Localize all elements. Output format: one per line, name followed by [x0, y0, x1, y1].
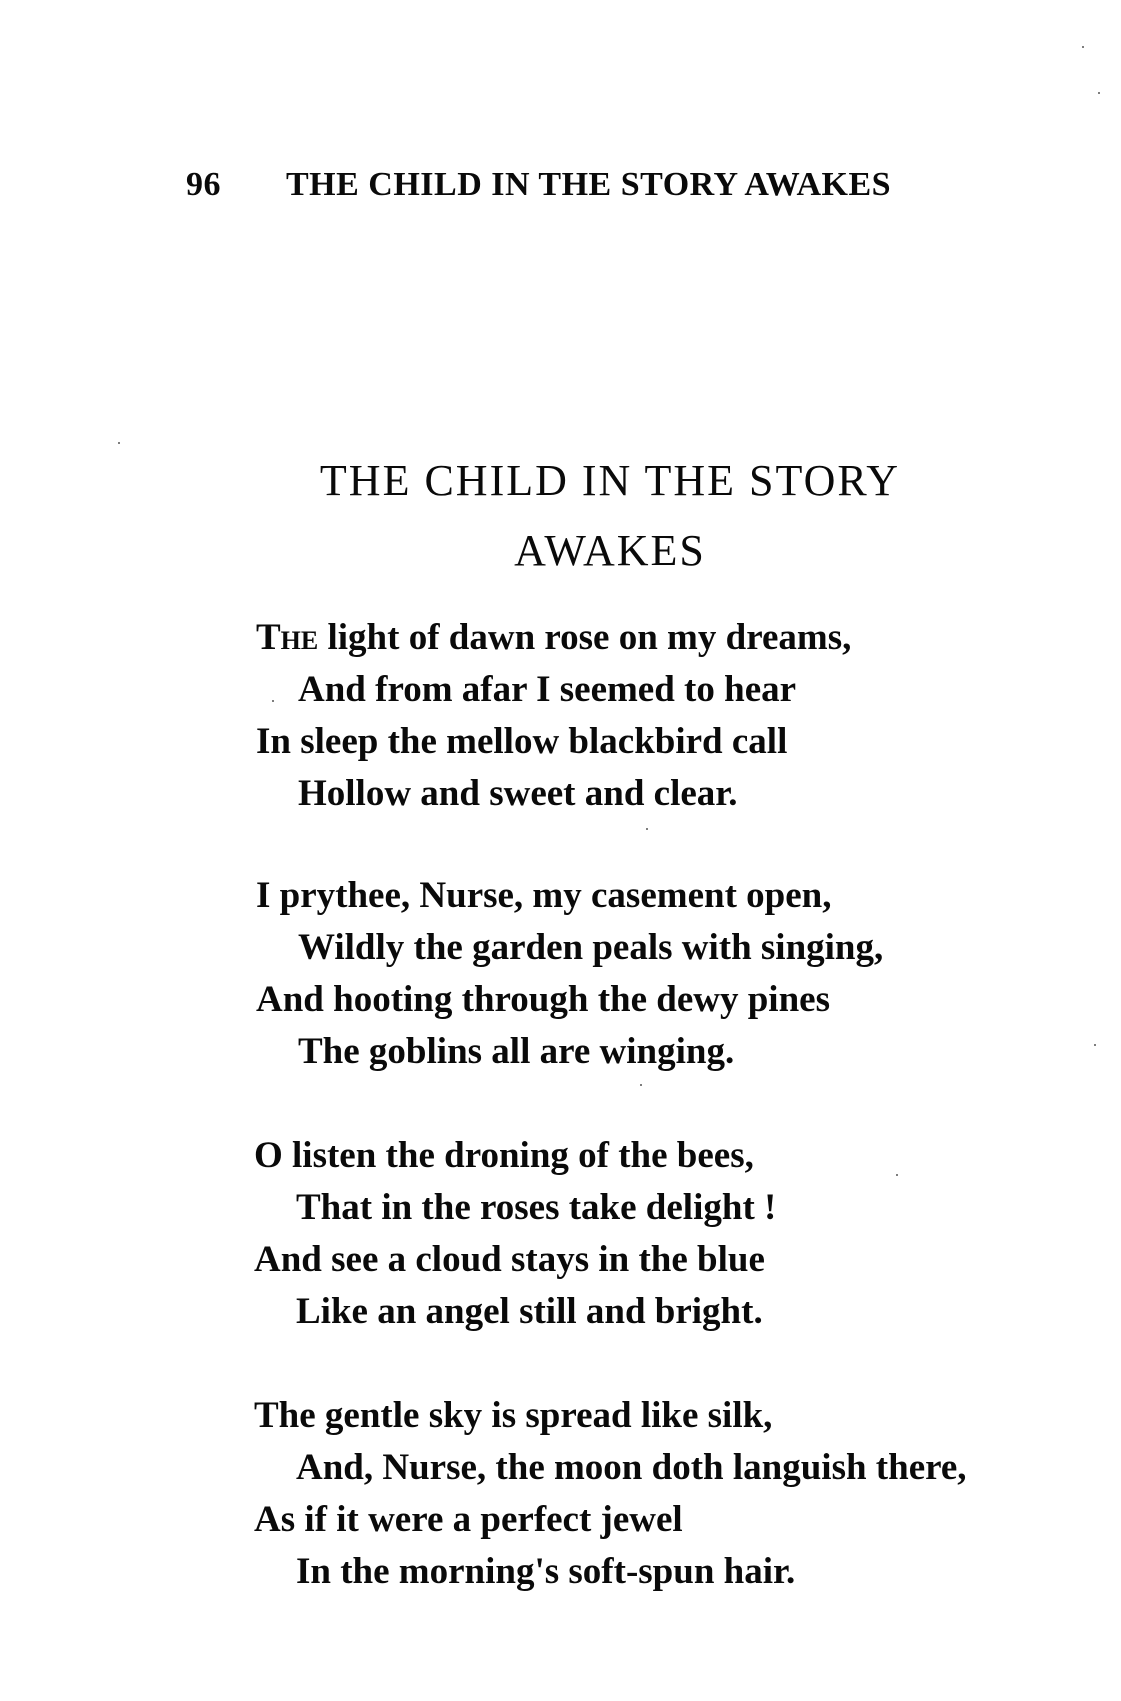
scan-speck: [1082, 46, 1084, 48]
poem-line: And from afar I seemed to hear: [298, 669, 797, 710]
poem-line: The goblins all are winging.: [298, 1031, 735, 1072]
scan-speck: [118, 442, 120, 444]
running-title: THE CHILD IN THE STORY AWAKES: [286, 166, 892, 203]
stanza-1: [256, 612, 1056, 820]
stanza-4: [254, 1390, 1054, 1598]
poem-line: [256, 612, 1056, 664]
drop-word: The: [256, 617, 319, 658]
scan-speck: [646, 828, 648, 830]
poem-title: [180, 446, 1040, 586]
poem-line: In sleep the mellow blackbird call: [256, 721, 788, 762]
poem-line: That in the roses take delight !: [296, 1187, 777, 1228]
stanza-3: [254, 1130, 1054, 1338]
poem-line: The gentle sky is spread like silk,: [254, 1395, 773, 1436]
running-head: [186, 168, 966, 202]
poem-line: I prythee, Nurse, my casement open,: [256, 875, 832, 916]
poem-line: And hooting through the dewy pines: [256, 979, 830, 1020]
poem-title-line-1: THE CHILD IN THE STORY: [319, 456, 901, 505]
poem-line: In the morning's soft-spun hair.: [296, 1551, 796, 1592]
scan-speck: [1094, 1044, 1096, 1046]
poem-line: As if it were a perfect jewel: [254, 1499, 683, 1540]
scan-speck: [272, 700, 274, 702]
poem-line: O listen the droning of the bees,: [254, 1135, 754, 1176]
scan-speck: [1098, 92, 1100, 94]
poem-line: And see a cloud stays in the blue: [254, 1239, 765, 1280]
poem-line-text: light of dawn rose on my dreams,: [318, 617, 852, 658]
poem-line: Hollow and sweet and clear.: [298, 773, 738, 814]
poem-line: Like an angel still and bright.: [296, 1291, 763, 1332]
scan-speck: [640, 1084, 642, 1086]
poem-title-line-2: AWAKES: [514, 526, 706, 575]
scan-speck: [896, 1174, 898, 1176]
page-number: 96: [186, 166, 221, 203]
poem-line: And, Nurse, the moon doth languish there,: [296, 1447, 967, 1488]
poem-line: Wildly the garden peals with singing,: [298, 927, 884, 968]
stanza-2: [256, 870, 1056, 1078]
